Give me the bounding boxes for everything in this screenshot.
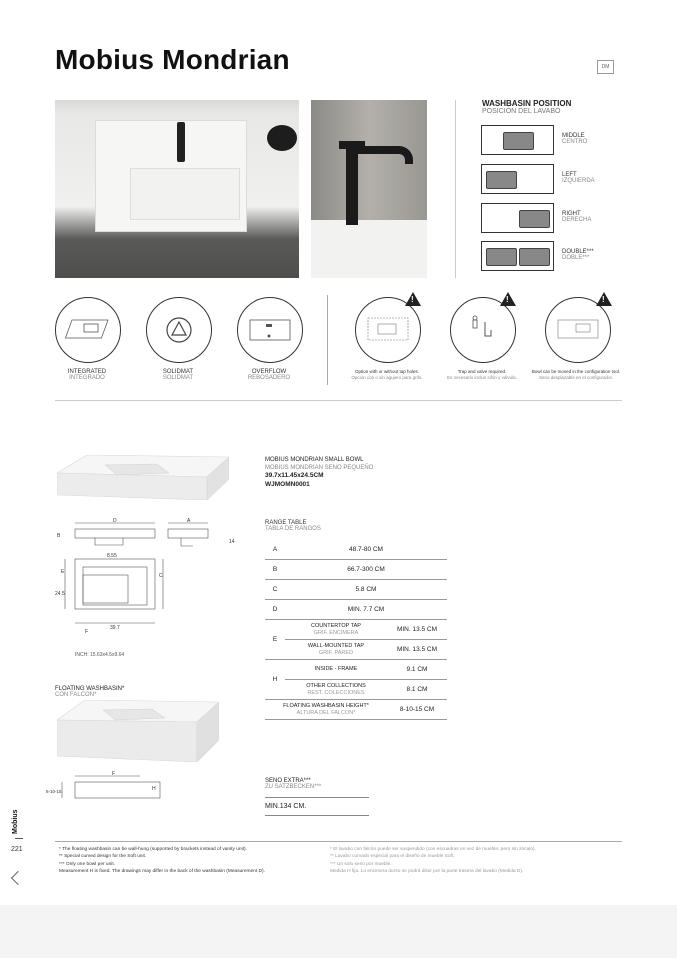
label-14: 14 [229,539,235,545]
tap-holes-note: Option with or without tap holes. Opción con o sin agujero para grifo. [351,369,423,380]
page-number: 221 [11,846,23,853]
technical-drawing [55,515,245,640]
table-row: A 48.7-80 CM [265,540,447,560]
position-middle-label: MIDDLE CENTRO [562,133,588,145]
tap-holes-icon [355,297,421,363]
position-double-box [481,241,554,271]
sink-bowl-shape [130,168,240,220]
washbasin-render [57,455,229,500]
position-right-label: RIGHT DERECHA [562,211,592,223]
product-info: MOBIUS MONDRIAN SMALL BOWL MOBIUS MONDRIAN SENO PEQUEÑO 39.7x11.45x24.5CM WJMOMN0001 [265,457,374,488]
table-row: B 66.7-300 CM [265,560,447,580]
basin-icon [503,132,534,150]
basin-icon [519,210,550,228]
basin-icon [519,248,550,266]
divider [265,815,369,816]
solidmat-label: SOLIDMAT SOLIDMAT [162,369,194,381]
product-photo-top [55,100,299,278]
tap-lever-shape [339,141,365,149]
integrated-icon [55,297,121,363]
position-middle-box [481,125,554,155]
product-photo-tap [311,100,427,278]
footnote-divider [55,841,622,842]
position-title: WASHBASIN POSITION [482,99,572,108]
warning-icon [405,292,421,306]
position-subtitle: POSICIÓN DEL LAVABO [482,108,561,115]
label-855: 8.55 [107,553,117,559]
floating-washbasin-render [57,700,219,762]
warning-icon [500,292,516,306]
label-height: 8-10-15 [46,789,62,794]
inch-dims: INCH: 15.63x4.5x9.64 [75,652,125,658]
floating-drawing [40,770,165,805]
label-245: 24.5 [55,591,65,597]
divider [15,838,23,839]
divider [455,100,456,278]
warning-icon [596,292,612,306]
label-a: A [187,518,191,524]
movable-bowl-icon [545,297,611,363]
wall-tap-shape [267,125,297,151]
integrated-label: INTEGRATED INTEGRADO [67,369,107,381]
table-row: H INSIDE - FRAME 9.1 CM [265,660,447,680]
countertop-shape [311,220,427,278]
label-c: C [159,573,163,579]
label-e: E [61,569,65,575]
trap-valve-icon [450,297,516,363]
position-left-box [481,164,554,194]
label-f: F [112,771,116,777]
basin-icon [486,171,517,189]
seno-extra: SENO EXTRA*** ZU SATZBECKEN*** [265,778,322,790]
table-row: WALL-MOUNTED TAP GRIF. PARED MIN. 13.5 CM [265,640,447,660]
table-row: C 5.8 CM [265,580,447,600]
tap-shape [177,122,185,162]
seno-value: MIN.134 CM. [265,803,307,810]
label-b: B [57,533,61,539]
table-row: FLOATING WASHBASIN HEIGHT* ALTURA DEL FALCON* 8-10-15 CM [265,700,447,720]
range-table [265,540,447,720]
footnotes-en: * The floating washbasin can be wall-hung (supported by brackets instead of vanity unit). ** Special curved design for the Soft unit. *** Only one bowl per unit. Measurement H is fixed. The drawings may differ in the back of the washbasin (Measurement D). [59,847,265,875]
dm-badge: DM [597,60,614,74]
page-title: Mobius Mondrian [55,44,290,75]
footnotes-es: * El lavabo con falcón puede ser suspendido (con escuadras en vez de mueble; pero sin zócalo). ** Lavabo curvado especial para el diseño de mueble Soft. *** Un solo seno por mueble. Medida H fija. Lo encimera dorso se podrá diluir por la parte trasera del lavabo (Medida D). [330,847,536,875]
overflow-icon [237,297,303,363]
back-chevron-icon[interactable] [11,871,25,885]
overflow-label: OVERFLOW REBOSADERO [247,369,291,381]
divider [327,295,328,385]
basin-icon [486,248,517,266]
label-h: H [152,786,156,792]
movable-bowl-note: Bowl can be moved in the configuration tool. Seno desplazable en el configurador. [531,369,621,380]
section-label: Mobius [12,809,19,834]
divider [265,797,369,798]
position-right-box [481,203,554,233]
table-row: OTHER COLLECTIONS REST. COLECCIONES 8.1 CM [265,680,447,700]
table-row: E COUNTERTOP TAP GRIF. ENCIMERA MIN. 13.5 CM [265,620,447,640]
label-d: D [113,518,117,524]
label-397: 39.7 [110,625,120,631]
position-left-label: LEFT IZQUIERDA [562,172,595,184]
table-row: D MIN. 7.7 CM [265,600,447,620]
floating-title: FLOATING WASHBASIN* CON FALCON* [55,686,125,698]
solidmat-icon [146,297,212,363]
position-double-label: DOUBLE*** DOBLE*** [562,249,594,261]
trap-valve-note: Trap and valve required. Es necesario incluir sifón y válvula. [447,369,517,380]
label-f: F [85,629,89,635]
section-divider [55,400,622,401]
range-title: RANGE TABLE TABLA DE RANGOS [265,520,321,532]
